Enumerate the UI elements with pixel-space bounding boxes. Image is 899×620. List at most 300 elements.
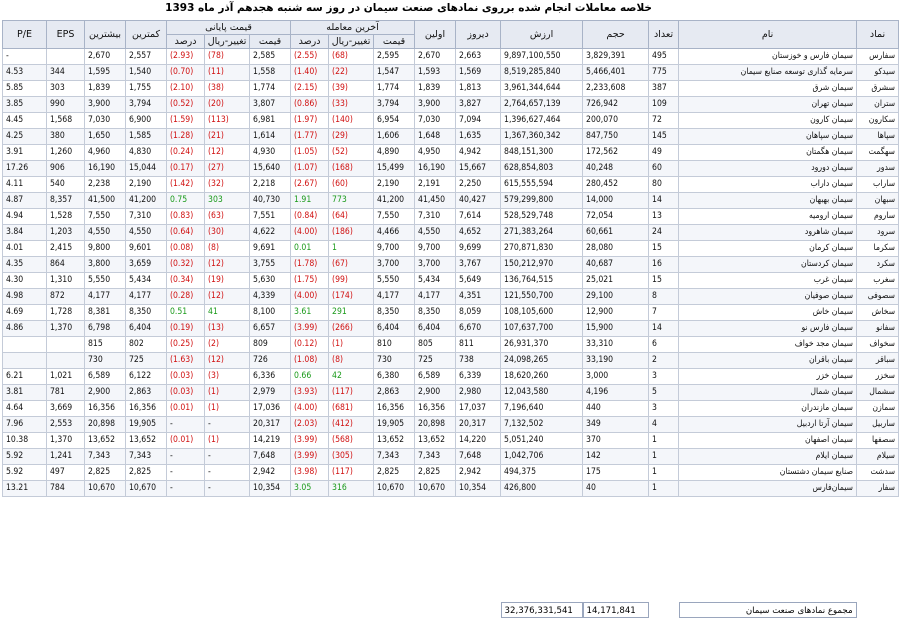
cell-last-price: 4,177 — [374, 289, 415, 305]
cell-value: 107,637,700 — [501, 321, 583, 337]
table-row[interactable] — [3, 129, 899, 145]
cell-high: 2,825 — [85, 465, 126, 481]
table-row[interactable] — [3, 305, 899, 321]
cell-final-percent: (0.19) — [167, 321, 205, 337]
cell-pe: 4.53 — [3, 65, 47, 81]
cell-pe: 4.35 — [3, 257, 47, 273]
cell-low: 2,825 — [126, 465, 167, 481]
cell-final-price: 6,336 — [250, 369, 291, 385]
cell-last-change: (29) — [329, 129, 374, 145]
footer-total-value: 32,376,331,541 — [501, 602, 583, 618]
cell-high: 20,898 — [85, 417, 126, 433]
cell-yesterday: 1,813 — [456, 81, 501, 97]
cell-last-price: 6,954 — [374, 113, 415, 129]
cell-final-change: 41 — [205, 305, 250, 321]
cell-low: 802 — [126, 337, 167, 353]
cell-pe: 4.87 — [3, 193, 47, 209]
cell-low: 725 — [126, 353, 167, 369]
header-volume[interactable]: حجم — [583, 21, 649, 49]
cell-high: 7,030 — [85, 113, 126, 129]
cell-volume: 40 — [583, 481, 649, 497]
cell-final-percent: (2.93) — [167, 49, 205, 65]
table-row[interactable] — [3, 241, 899, 257]
cell-final-percent: (1.63) — [167, 353, 205, 369]
cell-value: 3,961,344,644 — [501, 81, 583, 97]
cell-eps — [47, 353, 85, 369]
cell-yesterday: 40,427 — [456, 193, 501, 209]
cell-final-change: - — [205, 465, 250, 481]
cell-first: 3,900 — [415, 97, 456, 113]
cell-last-percent: (2.03) — [291, 417, 329, 433]
table-row[interactable] — [3, 353, 899, 369]
header-count[interactable]: تعداد — [649, 21, 679, 49]
cell-volume: 142 — [583, 449, 649, 465]
cell-final-percent: - — [167, 449, 205, 465]
cell-final-price: 1,774 — [250, 81, 291, 97]
cell-volume: 33,190 — [583, 353, 649, 369]
cell-yesterday: 5,649 — [456, 273, 501, 289]
table-row[interactable] — [3, 49, 899, 65]
cell-final-price: 7,551 — [250, 209, 291, 225]
cell-low: 4,177 — [126, 289, 167, 305]
cell-high: 8,381 — [85, 305, 126, 321]
cell-name: سیمان بهبهان — [679, 193, 857, 209]
cell-final-price: 7,648 — [250, 449, 291, 465]
cell-final-percent: (1.28) — [167, 129, 205, 145]
cell-low: 1,585 — [126, 129, 167, 145]
cell-symbol: ساروم — [857, 209, 899, 225]
table-body — [3, 49, 899, 497]
table-row[interactable] — [3, 401, 899, 417]
header-last-trade-group: آخرین معامله — [291, 21, 415, 35]
cell-first: 20,898 — [415, 417, 456, 433]
cell-final-percent: (0.83) — [167, 209, 205, 225]
cell-pe: 4.01 — [3, 241, 47, 257]
cell-volume: 2,233,608 — [583, 81, 649, 97]
cell-count: 24 — [649, 225, 679, 241]
cell-value: 121,550,700 — [501, 289, 583, 305]
cell-low: 41,200 — [126, 193, 167, 209]
cell-last-price: 1,547 — [374, 65, 415, 81]
cell-symbol: سدشت — [857, 465, 899, 481]
cell-final-change: - — [205, 449, 250, 465]
cell-count: 1 — [649, 433, 679, 449]
cell-symbol: سکارون — [857, 113, 899, 129]
cell-pe: 10.38 — [3, 433, 47, 449]
cell-last-change: (64) — [329, 209, 374, 225]
cell-count: 8 — [649, 289, 679, 305]
cell-final-change: 303 — [205, 193, 250, 209]
cell-high: 4,960 — [85, 145, 126, 161]
cell-first: 7,030 — [415, 113, 456, 129]
cell-high: 13,652 — [85, 433, 126, 449]
cell-symbol: سیدکو — [857, 65, 899, 81]
cell-last-price: 3,794 — [374, 97, 415, 113]
cell-value: 136,764,515 — [501, 273, 583, 289]
cell-symbol: سهگمت — [857, 145, 899, 161]
footer-total-volume: 14,171,841 — [583, 602, 649, 618]
cell-final-percent: (0.03) — [167, 369, 205, 385]
cell-eps: 1,728 — [47, 305, 85, 321]
cell-high: 41,500 — [85, 193, 126, 209]
cell-volume: 12,900 — [583, 305, 649, 321]
table-row[interactable] — [3, 97, 899, 113]
cell-value: 1,396,627,464 — [501, 113, 583, 129]
cell-last-price: 2,595 — [374, 49, 415, 65]
table-row[interactable] — [3, 177, 899, 193]
cell-final-change: (3) — [205, 369, 250, 385]
cell-volume: 440 — [583, 401, 649, 417]
cell-last-percent: (1.78) — [291, 257, 329, 273]
cell-volume: 200,070 — [583, 113, 649, 129]
cell-yesterday: 17,037 — [456, 401, 501, 417]
cell-first: 7,343 — [415, 449, 456, 465]
cell-last-percent: 3.05 — [291, 481, 329, 497]
cell-pe: 13.21 — [3, 481, 47, 497]
cell-eps: 1,203 — [47, 225, 85, 241]
cell-final-price: 726 — [250, 353, 291, 369]
cell-value: 579,299,800 — [501, 193, 583, 209]
cell-name: سیمان هگمتان — [679, 145, 857, 161]
cell-high: 6,798 — [85, 321, 126, 337]
cell-yesterday: 738 — [456, 353, 501, 369]
header-final-price[interactable]: قیمت — [250, 35, 291, 49]
cell-final-change: (12) — [205, 353, 250, 369]
cell-count: 16 — [649, 257, 679, 273]
table-row[interactable] — [3, 161, 899, 177]
cell-first: 725 — [415, 353, 456, 369]
cell-last-price: 8,350 — [374, 305, 415, 321]
table-row[interactable] — [3, 81, 899, 97]
header-first[interactable]: اولین — [415, 21, 456, 49]
cell-final-change: (32) — [205, 177, 250, 193]
cell-eps: 303 — [47, 81, 85, 97]
cell-pe: 4.64 — [3, 401, 47, 417]
cell-high: 4,550 — [85, 225, 126, 241]
cell-last-change: (174) — [329, 289, 374, 305]
cell-high: 5,550 — [85, 273, 126, 289]
cell-yesterday: 4,351 — [456, 289, 501, 305]
cell-volume: 370 — [583, 433, 649, 449]
cell-low: 15,044 — [126, 161, 167, 177]
cell-first: 16,356 — [415, 401, 456, 417]
cell-eps: 1,528 — [47, 209, 85, 225]
cell-symbol: سشرق — [857, 81, 899, 97]
cell-last-price: 41,200 — [374, 193, 415, 209]
cell-count: 5 — [649, 385, 679, 401]
header-symbol[interactable]: نماد — [857, 21, 899, 49]
header-final-change[interactable]: تغییر-ریال — [205, 35, 250, 49]
cell-eps: 784 — [47, 481, 85, 497]
cell-count: 2 — [649, 353, 679, 369]
cell-symbol: سصوفی — [857, 289, 899, 305]
cell-low: 7,343 — [126, 449, 167, 465]
cell-high: 3,800 — [85, 257, 126, 273]
header-last-price[interactable]: قیمت — [374, 35, 415, 49]
cell-count: 6 — [649, 337, 679, 353]
header-pe[interactable]: P/E — [3, 21, 47, 49]
cell-final-change: - — [205, 417, 250, 433]
cell-first: 2,900 — [415, 385, 456, 401]
cell-high: 815 — [85, 337, 126, 353]
cell-eps: 380 — [47, 129, 85, 145]
cell-volume: 726,942 — [583, 97, 649, 113]
cell-first: 4,177 — [415, 289, 456, 305]
cell-value: 848,151,300 — [501, 145, 583, 161]
cell-final-change: (113) — [205, 113, 250, 129]
cell-final-change: (30) — [205, 225, 250, 241]
cell-last-percent: (1.05) — [291, 145, 329, 161]
cell-volume: 14,000 — [583, 193, 649, 209]
table-row[interactable] — [3, 145, 899, 161]
cell-last-percent: (4.00) — [291, 289, 329, 305]
cell-eps: 1,370 — [47, 433, 85, 449]
cell-final-percent: (0.64) — [167, 225, 205, 241]
cell-yesterday: 2,980 — [456, 385, 501, 401]
cell-low: 19,905 — [126, 417, 167, 433]
cell-first: 6,404 — [415, 321, 456, 337]
cell-count: 495 — [649, 49, 679, 65]
cell-eps: 344 — [47, 65, 85, 81]
cell-first: 1,648 — [415, 129, 456, 145]
cell-final-change: (2) — [205, 337, 250, 353]
cell-pe: 4.45 — [3, 113, 47, 129]
cell-low: 3,659 — [126, 257, 167, 273]
cell-name: سیمان تهران — [679, 97, 857, 113]
cell-name: سیمان خاش — [679, 305, 857, 321]
cell-last-price: 3,700 — [374, 257, 415, 273]
cell-eps: 990 — [47, 97, 85, 113]
cell-value: 271,383,264 — [501, 225, 583, 241]
cell-name: سیمان کردستان — [679, 257, 857, 273]
cell-last-change: (412) — [329, 417, 374, 433]
cell-count: 1 — [649, 465, 679, 481]
table-row[interactable] — [3, 337, 899, 353]
cell-eps: 1,260 — [47, 145, 85, 161]
header-final-percent[interactable]: درصد — [167, 35, 205, 49]
table-row[interactable] — [3, 225, 899, 241]
cell-low: 13,652 — [126, 433, 167, 449]
cell-final-price: 15,640 — [250, 161, 291, 177]
header-high[interactable]: بیشترین — [85, 21, 126, 49]
cell-eps: 1,310 — [47, 273, 85, 289]
cell-last-change: (52) — [329, 145, 374, 161]
cell-volume: 175 — [583, 465, 649, 481]
cell-high: 2,900 — [85, 385, 126, 401]
header-name[interactable]: نام — [679, 21, 857, 49]
cell-final-price: 2,218 — [250, 177, 291, 193]
cell-value: 1,367,360,342 — [501, 129, 583, 145]
cell-name: سرمایه گذاری توسعه صنایع سیمان — [679, 65, 857, 81]
header-low[interactable]: کمترین — [126, 21, 167, 49]
cell-yesterday: 4,942 — [456, 145, 501, 161]
cell-last-price: 7,343 — [374, 449, 415, 465]
cell-yesterday: 20,317 — [456, 417, 501, 433]
cell-symbol: سفانو — [857, 321, 899, 337]
cell-last-change: 773 — [329, 193, 374, 209]
cell-final-percent: (1.59) — [167, 113, 205, 129]
cell-count: 387 — [649, 81, 679, 97]
cell-final-change: (12) — [205, 145, 250, 161]
cell-high: 16,356 — [85, 401, 126, 417]
cell-name: سیمان کارون — [679, 113, 857, 129]
cell-yesterday: 6,339 — [456, 369, 501, 385]
cell-last-price: 6,404 — [374, 321, 415, 337]
cell-name: صنایع سیمان دشتستان — [679, 465, 857, 481]
cell-count: 14 — [649, 321, 679, 337]
cell-name: سیمان مجد خواف — [679, 337, 857, 353]
cell-pe: 5.85 — [3, 81, 47, 97]
cell-high: 2,670 — [85, 49, 126, 65]
cell-last-price: 15,499 — [374, 161, 415, 177]
cell-pe: 5.92 — [3, 449, 47, 465]
table-row[interactable] — [3, 465, 899, 481]
cell-pe: 4.86 — [3, 321, 47, 337]
cell-last-percent: 0.66 — [291, 369, 329, 385]
cell-final-price: 4,930 — [250, 145, 291, 161]
cell-first: 10,670 — [415, 481, 456, 497]
cell-yesterday: 1,635 — [456, 129, 501, 145]
table-row[interactable] — [3, 417, 899, 433]
cell-last-price: 19,905 — [374, 417, 415, 433]
cell-high: 7,550 — [85, 209, 126, 225]
cell-yesterday: 1,569 — [456, 65, 501, 81]
cell-low: 8,350 — [126, 305, 167, 321]
cell-first: 8,350 — [415, 305, 456, 321]
cell-final-change: (1) — [205, 401, 250, 417]
table-row[interactable] — [3, 257, 899, 273]
cell-last-change: (22) — [329, 65, 374, 81]
cell-name: سیمان مازندران — [679, 401, 857, 417]
trades-table — [2, 20, 899, 497]
table-row[interactable] — [3, 209, 899, 225]
cell-volume: 280,452 — [583, 177, 649, 193]
cell-name: سیمان صوفیان — [679, 289, 857, 305]
cell-final-change: (12) — [205, 289, 250, 305]
cell-final-percent: (0.32) — [167, 257, 205, 273]
cell-last-percent: (3.99) — [291, 321, 329, 337]
cell-final-percent: (1.42) — [167, 177, 205, 193]
header-last-change[interactable]: تغییر-ریال — [329, 35, 374, 49]
table-row[interactable] — [3, 433, 899, 449]
cell-final-percent: - — [167, 465, 205, 481]
cell-symbol: سرود — [857, 225, 899, 241]
header-yesterday[interactable]: دیروز — [456, 21, 501, 49]
report-title: خلاصه معاملات انجام شده برروی نمادهای صنعت سیمان در روز سه شنبه هجدهم آذر ماه 1393 — [165, 2, 652, 14]
cell-last-change: (117) — [329, 465, 374, 481]
cell-count: 14 — [649, 193, 679, 209]
cell-count: 145 — [649, 129, 679, 145]
cell-yesterday: 9,699 — [456, 241, 501, 257]
cell-final-price: 14,219 — [250, 433, 291, 449]
cell-yesterday: 7,094 — [456, 113, 501, 129]
cell-high: 16,190 — [85, 161, 126, 177]
cell-last-change: (568) — [329, 433, 374, 449]
cell-final-change: (63) — [205, 209, 250, 225]
cell-value: 7,196,640 — [501, 401, 583, 417]
cell-first: 5,434 — [415, 273, 456, 289]
table-row[interactable] — [3, 385, 899, 401]
cell-last-percent: (4.00) — [291, 401, 329, 417]
cell-last-price: 810 — [374, 337, 415, 353]
cell-eps: 8,357 — [47, 193, 85, 209]
cell-last-change: (67) — [329, 257, 374, 273]
cell-last-percent: (1.40) — [291, 65, 329, 81]
cell-low: 4,830 — [126, 145, 167, 161]
cell-low: 2,557 — [126, 49, 167, 65]
table-row[interactable] — [3, 481, 899, 497]
table-row[interactable] — [3, 113, 899, 129]
cell-first: 7,310 — [415, 209, 456, 225]
cell-volume: 72,054 — [583, 209, 649, 225]
cell-name: سیمان اصفهان — [679, 433, 857, 449]
cell-first: 4,550 — [415, 225, 456, 241]
table-row[interactable] — [3, 65, 899, 81]
cell-eps: 1,568 — [47, 113, 85, 129]
cell-volume: 28,080 — [583, 241, 649, 257]
cell-final-price: 809 — [250, 337, 291, 353]
cell-final-change: (21) — [205, 129, 250, 145]
cell-count: 3 — [649, 401, 679, 417]
cell-pe: 3.84 — [3, 225, 47, 241]
cell-symbol: سکرما — [857, 241, 899, 257]
cell-pe: 17.26 — [3, 161, 47, 177]
cell-last-change: (168) — [329, 161, 374, 177]
cell-count: 49 — [649, 145, 679, 161]
cell-count: 15 — [649, 273, 679, 289]
cell-name: سیمان‌فارس — [679, 481, 857, 497]
cell-first: 9,700 — [415, 241, 456, 257]
cell-eps: 872 — [47, 289, 85, 305]
cell-yesterday: 6,670 — [456, 321, 501, 337]
cell-final-price: 3,755 — [250, 257, 291, 273]
cell-eps — [47, 337, 85, 353]
cell-eps: 864 — [47, 257, 85, 273]
cell-volume: 25,021 — [583, 273, 649, 289]
cell-low: 1,755 — [126, 81, 167, 97]
header-eps[interactable]: EPS — [47, 21, 85, 49]
table-row[interactable] — [3, 449, 899, 465]
header-last-percent[interactable]: درصد — [291, 35, 329, 49]
cell-final-price: 6,981 — [250, 113, 291, 129]
cell-yesterday: 2,942 — [456, 465, 501, 481]
cell-final-percent: (0.25) — [167, 337, 205, 353]
cell-last-percent: 1.91 — [291, 193, 329, 209]
cell-value: 494,375 — [501, 465, 583, 481]
cell-last-price: 4,466 — [374, 225, 415, 241]
cell-low: 6,122 — [126, 369, 167, 385]
cell-last-price: 5,550 — [374, 273, 415, 289]
cell-final-change: (20) — [205, 97, 250, 113]
table-row[interactable] — [3, 273, 899, 289]
cell-last-change: (68) — [329, 49, 374, 65]
cell-name: سیمان ایلام — [679, 449, 857, 465]
cell-value: 628,854,803 — [501, 161, 583, 177]
cell-name: سیمان سپاهان — [679, 129, 857, 145]
header-value[interactable]: ارزش — [501, 21, 583, 49]
cell-last-percent: (3.93) — [291, 385, 329, 401]
cell-symbol: سیلام — [857, 449, 899, 465]
cell-last-price: 1,774 — [374, 81, 415, 97]
table-row[interactable] — [3, 289, 899, 305]
cell-last-percent: (3.98) — [291, 465, 329, 481]
cell-first: 4,950 — [415, 145, 456, 161]
table-row[interactable] — [3, 321, 899, 337]
cell-last-price: 9,700 — [374, 241, 415, 257]
table-row[interactable] — [3, 369, 899, 385]
cell-last-percent: (2.67) — [291, 177, 329, 193]
table-row[interactable] — [3, 193, 899, 209]
